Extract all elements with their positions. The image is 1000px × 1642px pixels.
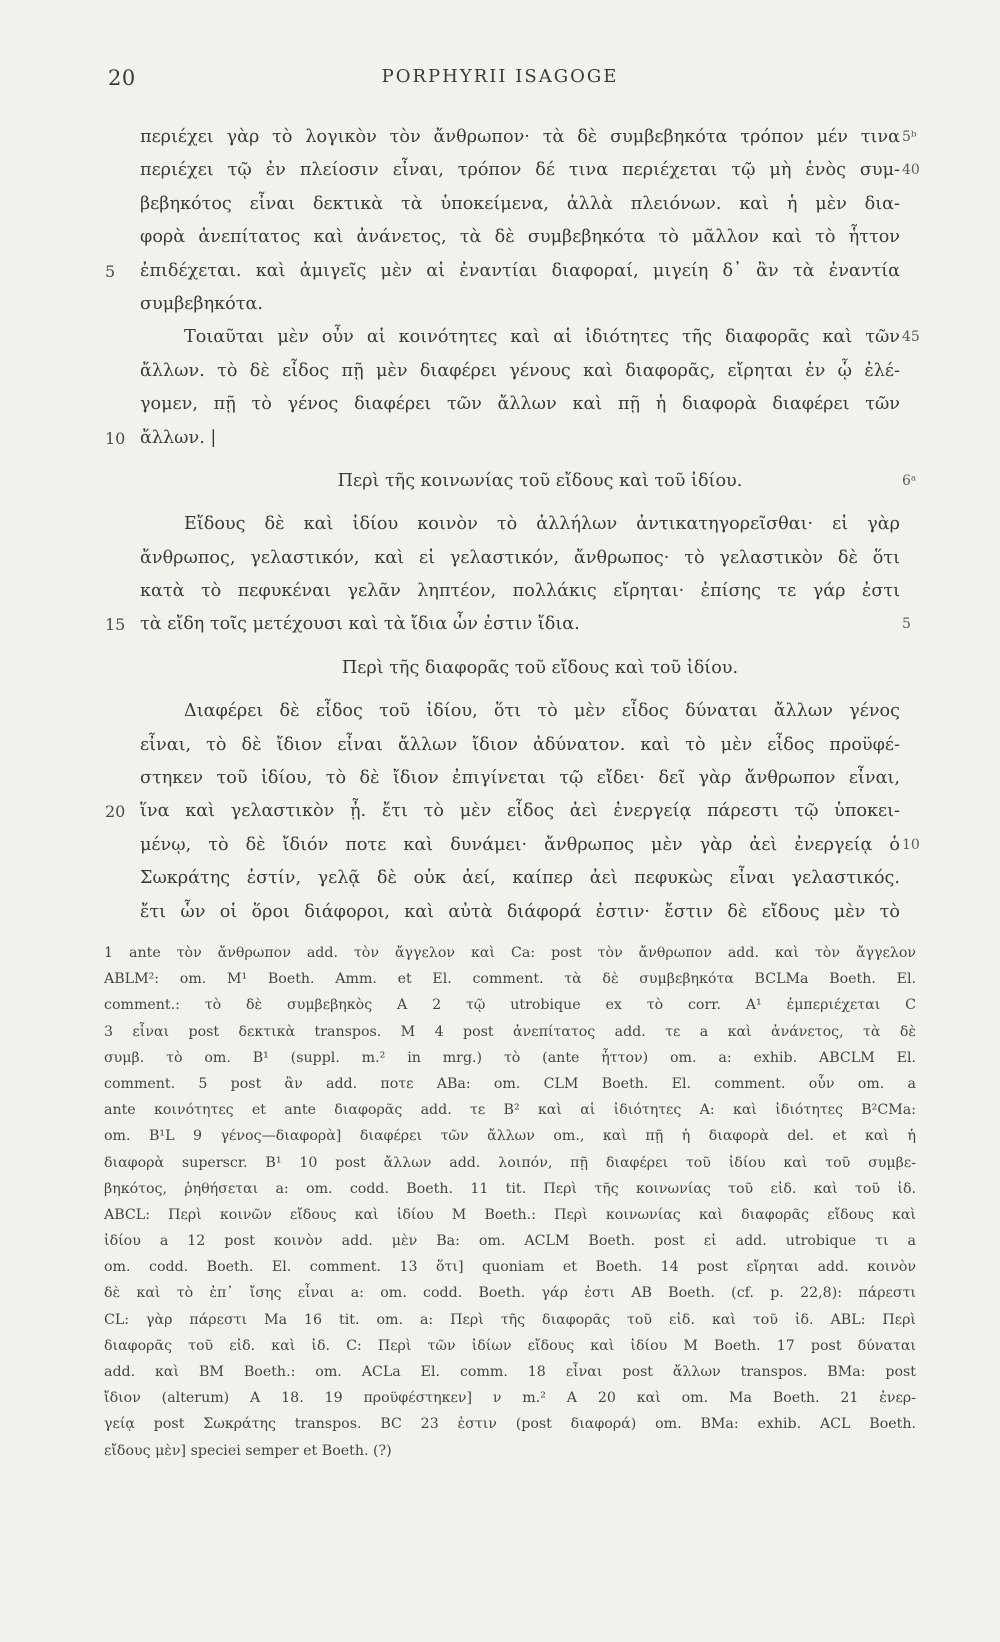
page-number: 20 — [108, 66, 136, 90]
text-line — [0, 608, 1000, 641]
text-line — [0, 121, 1000, 154]
apparatus-line: βηκότος, ῥηθήσεται a: om. codd. Boeth. 11 tit. Περὶ τῆς κοινωνίας τοῦ εἰδ. καὶ τοῦ ἰδ. — [104, 1180, 916, 1197]
apparatus-line: εἴδους μὲν] speciei semper et Boeth. (?) — [104, 1442, 392, 1459]
text-line — [0, 862, 1000, 895]
critical-apparatus — [104, 940, 916, 1464]
apparatus-line: 3 εἶναι post δεκτικὰ transpos. M 4 post ἀνεπίτατος add. τε a καὶ ἀνάνετος, τὰ δὲ — [104, 1023, 916, 1040]
margin-reference: 6ᵃ — [902, 472, 917, 489]
apparatus-line: γείᾳ post Σωκράτης transpos. BC 23 ἐστιν (post διαφορά) om. BMa: exhib. ACL Boeth. — [104, 1416, 916, 1433]
text-line — [0, 154, 1000, 187]
apparatus-line: ABLM²: om. M¹ Boeth. Amm. et El. comment. τὰ δὲ συμβεβηκότα BCLMa Boeth. El. — [104, 971, 916, 988]
text-line — [0, 575, 1000, 608]
section-heading — [0, 465, 1000, 498]
line-text: ἄνθρωπος, γελαστικόν, καὶ εἰ γελαστικόν, ἄνθρωπος· τὸ γελαστικὸν δὲ ὅτι — [140, 547, 900, 568]
apparatus-line: ante κοινότητες et ante διαφορᾶς add. τε B² καὶ αἱ ἰδιότητες A: καὶ ἰδιότητες B²CMa: — [104, 1102, 916, 1119]
running-head: PORPHYRII ISAGOGE — [381, 66, 619, 87]
text-line — [0, 829, 1000, 862]
main-text — [0, 121, 1000, 929]
line-text: Περὶ τῆς κοινωνίας τοῦ εἴδους καὶ τοῦ ἰδίου. — [337, 470, 743, 491]
apparatus-line: comment.: τὸ δὲ συμβεβηκὸς A 2 τῷ utrobique ex τὸ corr. A¹ ἐμπεριέχεται C — [104, 997, 916, 1014]
apparatus-line: CL: γὰρ πάρεστι Ma 16 tit. om. a: Περὶ τῆς διαφορᾶς τοῦ εἰδ. καὶ τοῦ ἰδ. ABL: Περὶ — [104, 1311, 916, 1328]
line-number: 5 — [105, 261, 116, 281]
apparatus-line: 1 ante τὸν ἄνθρωπον add. τὸν ἄγγελον καὶ Ca: post τὸν ἄνθρωπον add. καὶ τὸν ἄγγελον — [104, 945, 916, 961]
margin-reference: 45 — [902, 329, 920, 346]
apparatus-line: διαφορὰ superscr. B¹ 10 post ἄλλων add. λοιπόν, πῇ διαφέρει τοῦ ἰδίου καὶ τοῦ συμβε- — [104, 1154, 916, 1171]
apparatus-line: add. καὶ BM Boeth.: om. ACLa El. comm. 18 εἶναι post ἄλλων transpos. BMa: post — [104, 1364, 916, 1380]
apparatus-line: διαφορᾶς τοῦ εἰδ. καὶ ἰδ. C: Περὶ τῶν ἰδίων εἴδους καὶ ἰδίου M Boeth. 17 post δύναται — [104, 1337, 916, 1354]
text-line — [0, 508, 1000, 541]
line-text: Τοιαῦται μὲν οὖν αἱ κοινότητες καὶ αἱ ἰδιότητες τῆς διαφορᾶς καὶ τῶν — [184, 327, 900, 348]
text-line — [0, 288, 1000, 321]
line-text: κατὰ τὸ πεφυκέναι γελᾶν ληπτέον, πολλάκις εἴρηται· ἐπίσης τε γάρ ἐστι — [140, 581, 900, 602]
apparatus-line: συμβ. τὸ om. B¹ (suppl. m.² in mrg.) τὸ (ante ἧττον) om. a: exhib. ABCLM El. — [104, 1049, 916, 1066]
text-line — [0, 729, 1000, 762]
line-number: 20 — [105, 802, 126, 822]
section-heading — [0, 652, 1000, 685]
page-header — [0, 66, 1000, 96]
apparatus-line: om. B¹L 9 γένος—διαφορὰ] διαφέρει τῶν ἄλλων om., καὶ πῇ ἡ διαφορὰ del. et καὶ ἡ — [104, 1128, 916, 1145]
line-text: ἔτι ὧν οἱ ὅροι διάφοροι, καὶ αὐτὰ διάφορά ἐστιν· ἔστιν δὲ εἴδους μὲν τὸ — [140, 901, 900, 922]
text-line — [0, 896, 1000, 929]
line-text: φορὰ ἀνεπίτατος καὶ ἀνάνετος, τὰ δὲ συμβεβηκότα τὸ μᾶλλον καὶ τὸ ἧττον — [140, 227, 900, 248]
apparatus-line: δὲ καὶ τὸ ἐπ᾽ ἴσης εἶναι a: om. codd. Boeth. γάρ ἐστι AB Boeth. (cf. p. 22,8): πάρεστι — [104, 1285, 916, 1302]
text-line — [0, 188, 1000, 221]
apparatus-line: ἰδίου a 12 post κοινὸν add. μὲν Ba: om. ACLM Boeth. post εἰ add. utrobique τι a — [104, 1233, 916, 1250]
text-line — [0, 762, 1000, 795]
line-text: συμβεβηκότα. — [140, 293, 263, 314]
apparatus-line: om. codd. Boeth. El. comment. 13 ὅτι] quoniam et Boeth. 14 post εἴρηται add. κοινὸν — [104, 1259, 916, 1276]
apparatus-line: comment. 5 post ἂν add. ποτε ABa: om. CLM Boeth. El. comment. οὖν om. a — [104, 1075, 916, 1092]
line-text: γομεν, πῇ τὸ γένος διαφέρει τῶν ἄλλων καὶ πῇ ἡ διαφορὰ διαφέρει τῶν — [140, 394, 900, 415]
text-line — [0, 321, 1000, 354]
line-text: περιέχει γὰρ τὸ λογικὸν τὸν ἄνθρωπον· τὰ δὲ συμβεβηκότα τρόπον μέν τινα — [140, 127, 900, 147]
text-line — [0, 355, 1000, 388]
line-text: στηκεν τοῦ ἰδίου, τὸ δὲ ἴδιον ἐπιγίνεται τῷ εἴδει· δεῖ γὰρ ἄνθρωπον εἶναι, — [140, 768, 900, 789]
line-text: εἶναι, τὸ δὲ ἴδιον εἶναι ἄλλων ἴδιον ἀδύνατον. καὶ τὸ μὲν εἶδος προϋφέ- — [140, 734, 900, 755]
text-line — [0, 388, 1000, 421]
line-text: μένῳ, τὸ δὲ ἴδιόν ποτε καὶ δυνάμει· ἄνθρωπος μὲν γὰρ ἀεὶ ἐνεργείᾳ ὁ — [140, 834, 900, 855]
text-line — [0, 795, 1000, 828]
line-text: Περὶ τῆς διαφορᾶς τοῦ εἴδους καὶ τοῦ ἰδίου. — [341, 657, 739, 678]
line-text: τὰ εἴδη τοῖς μετέχουσι καὶ τὰ ἴδια ὧν ἐστιν ἴδια. — [140, 614, 580, 635]
margin-reference: 5 — [902, 616, 911, 633]
margin-reference: 5ᵇ — [902, 129, 917, 145]
text-line — [0, 221, 1000, 254]
line-text: Διαφέρει δὲ εἶδος τοῦ ἰδίου, ὅτι τὸ μὲν εἶδος δύναται ἄλλων γένος — [184, 701, 900, 722]
line-text: Σωκράτης ἐστίν, γελᾷ δὲ οὐκ ἀεί, καίπερ ἀεὶ πεφυκὼς εἶναι γελαστικός. — [140, 868, 900, 889]
apparatus-line: ABCL: Περὶ κοινῶν εἴδους καὶ ἰδίου M Boeth.: Περὶ κοινωνίας καὶ διαφορᾶς εἴδους καὶ — [104, 1206, 916, 1223]
line-text: Εἴδους δὲ καὶ ἰδίου κοινὸν τὸ ἀλλήλων ἀντικατηγορεῖσθαι· εἰ γὰρ — [184, 514, 900, 535]
text-line — [0, 542, 1000, 575]
margin-reference: 10 — [902, 836, 920, 853]
text-line — [0, 255, 1000, 288]
line-text: βεβηκότος εἶναι δεκτικὰ τὰ ὑποκείμενα, ἀλλὰ πλειόνων. καὶ ἡ μὲν δια- — [140, 193, 900, 214]
line-number: 10 — [105, 428, 126, 448]
apparatus-line: ἴδιον (alterum) A 18. 19 προϋφέστηκεν] ν m.² A 20 καὶ om. Ma Boeth. 21 ἐνερ- — [104, 1390, 916, 1407]
line-text: ἵνα καὶ γελαστικὸν ᾖ. ἔτι τὸ μὲν εἶδος ἀεὶ ἐνεργείᾳ πάρεστι τῷ ὑποκει- — [140, 801, 900, 822]
line-text: περιέχει τῷ ἐν πλείοσιν εἶναι, τρόπον δέ τινα περιέχεται τῷ μὴ ἑνὸς συμ- — [140, 160, 900, 181]
line-text: ἐπιδέχεται. καὶ ἀμιγεῖς μὲν αἱ ἐναντίαι διαφοραί, μιγείη δ᾽ ἂν τὰ ἐναντία — [140, 260, 900, 281]
line-number: 15 — [105, 615, 126, 635]
text-line — [0, 695, 1000, 728]
text-line — [0, 422, 1000, 455]
line-text: ἄλλων. τὸ δὲ εἶδος πῇ μὲν διαφέρει γένους καὶ διαφορᾶς, εἴρηται ἐν ᾧ ἐλέ- — [140, 360, 900, 381]
margin-reference: 40 — [902, 162, 920, 179]
line-text: ἄλλων. | — [140, 427, 217, 448]
